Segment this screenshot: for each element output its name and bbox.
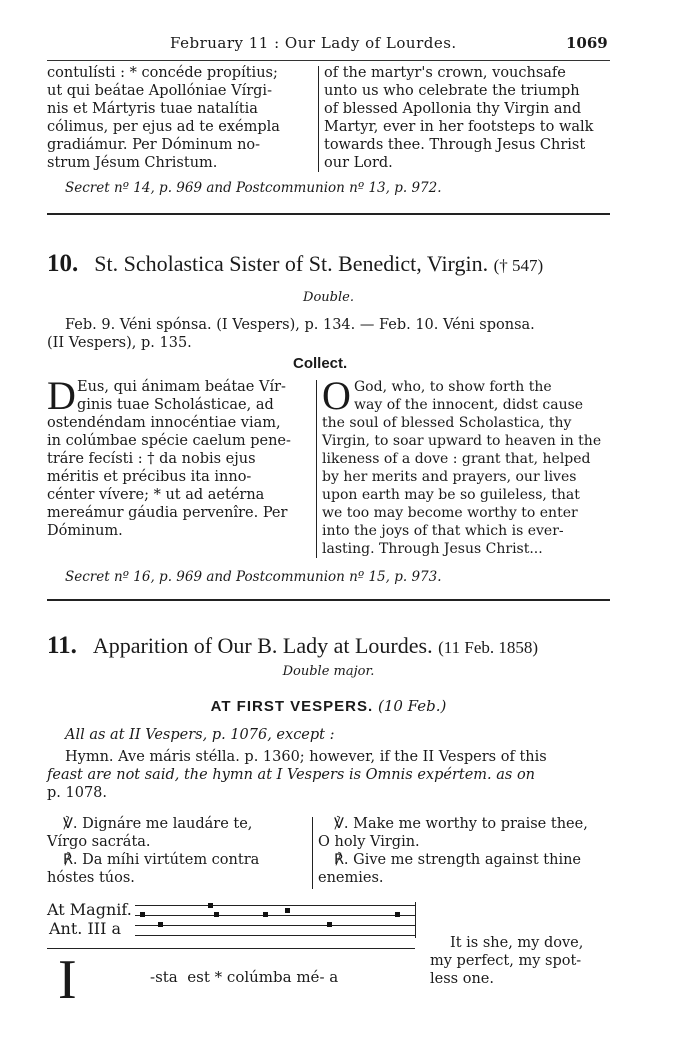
- page-number: 1069: [566, 34, 608, 52]
- top-latin: [47, 64, 313, 172]
- versicle-english-line: enemies.: [318, 870, 384, 886]
- collect-latin: [47, 373, 310, 540]
- feast-10-title: [47, 250, 543, 278]
- collect-english-line: God, who, to show forth the: [354, 379, 552, 395]
- feast-10-date: († 547): [493, 256, 544, 275]
- staff-end-bar: [415, 902, 416, 938]
- collect-english-line: way of the innocent, didst cause: [354, 397, 584, 413]
- column-divider: [312, 817, 313, 889]
- antiphon-english-line: less one.: [430, 971, 494, 987]
- chant-initial: I: [58, 949, 77, 1011]
- feast-10-number: 10.: [47, 250, 79, 277]
- top-english-line: of blessed Apollonia thy Virgin and: [324, 101, 582, 117]
- collect-latin-line: Dóminum.: [47, 523, 123, 539]
- staff-line: [135, 915, 415, 916]
- antiphon-english: [430, 934, 610, 988]
- neume: [327, 922, 332, 927]
- feast-10-rubric-2: (II Vespers), p. 135.: [47, 335, 192, 351]
- collect-english-line: the soul of blessed Scholastica, thy: [322, 415, 572, 431]
- header-rule: [47, 60, 610, 61]
- feast-11-rubric-1: All as at II Vespers, p. 1076, except :: [65, 727, 335, 743]
- versicle-english-line: ℟. Give me strength against thine: [334, 852, 582, 868]
- neume: [140, 912, 145, 917]
- feast-10-rubric-1: Feb. 9. Véni spónsa. (I Vespers), p. 134. — Feb. 10. Véni sponsa.: [65, 317, 535, 333]
- column-divider: [316, 380, 317, 558]
- staff-line: [135, 905, 415, 906]
- top-english-line: unto us who celebrate the triumph: [324, 83, 580, 99]
- versicle-english-line: O holy Virgin.: [318, 834, 420, 850]
- top-english-line: our Lord.: [324, 155, 393, 171]
- column-divider: [318, 66, 319, 172]
- collect-latin-line: mereámur gáudia pervenîre. Per: [47, 505, 288, 521]
- top-latin-line: strum Jésum Christum.: [47, 155, 218, 171]
- collect-latin-line: ginis tuae Scholásticae, ad: [77, 397, 274, 413]
- collect-latin-line: méritis et précibus ita inno-: [47, 469, 252, 485]
- vespers-title: AT FIRST VESPERS.: [210, 698, 374, 715]
- collect-latin-line: tráre fecísti : † da nobis ejus: [47, 451, 256, 467]
- section-rule: [47, 599, 610, 601]
- top-english-line: towards thee. Through Jesus Christ: [324, 137, 586, 153]
- header-title: February 11 : Our Lady of Lourdes.: [170, 34, 457, 52]
- feast-10-rank: Double.: [303, 290, 354, 305]
- feast-11-rubric-2b: feast are not said, the hymn at I Vespers is Omnis expértem. as on: [47, 767, 536, 783]
- neume: [285, 908, 290, 913]
- versicle-latin-line: hóstes túos.: [47, 870, 135, 886]
- feast-11-title: [47, 632, 538, 660]
- neume: [395, 912, 400, 917]
- versicle-latin-line: ℣. Dignáre me laudáre te,: [63, 816, 253, 832]
- neume: [158, 922, 163, 927]
- collect-english-line: lasting. Through Jesus Christ...: [322, 541, 543, 557]
- section-rule: [47, 213, 610, 215]
- feast-10-name: St. Scholastica Sister of St. Benedict, Virgin.: [94, 251, 489, 276]
- collect-english-line: we too may become worthy to enter: [322, 505, 578, 521]
- feast-11-rubric-2a: Hymn. Ave máris stélla. p. 1360; however, if the II Vespers of this: [65, 749, 547, 765]
- collect-english: [322, 373, 614, 558]
- versicle-latin-line: Vírgo sacráta.: [47, 834, 151, 850]
- feast-11-rubric-2c: p. 1078.: [47, 785, 108, 801]
- feast-11-name: Apparition of Our B. Lady at Lourdes.: [92, 633, 433, 658]
- vespers-date: (10 Feb.): [377, 697, 447, 715]
- feast-11-date: (11 Feb. 1858): [438, 638, 539, 657]
- collect-english-line: by her merits and prayers, our lives: [322, 469, 577, 485]
- english-drop-cap: O: [322, 373, 351, 418]
- top-english-line: Martyr, ever in her footsteps to walk: [324, 119, 594, 135]
- collect-latin-line: Eus, qui ánimam beátae Vír-: [77, 379, 286, 395]
- top-english-line: of the martyr's crown, vouchsafe: [324, 65, 566, 81]
- top-latin-line: cólimus, per ejus ad te exémpla: [47, 119, 280, 135]
- antiphon-label-2: Ant. III a: [49, 919, 122, 938]
- collect-english-line: likeness of a dove : grant that, helped: [322, 451, 591, 467]
- top-latin-line: gradiámur. Per Dóminum no-: [47, 137, 261, 153]
- staff-line: [47, 948, 415, 949]
- antiphon-label-1: At Magnif.: [47, 900, 132, 919]
- versicle-latin-line: ℟. Da míhi virtútem contra: [63, 852, 260, 868]
- top-latin-line: contulísti : * concéde propítius;: [47, 65, 278, 81]
- top-latin-line: nis et Mártyris tuae natalítia: [47, 101, 258, 117]
- collect-english-line: into the joys of that which is ever-: [322, 523, 564, 539]
- vespers-heading: [47, 697, 610, 715]
- top-latin-line: ut qui beátae Apollóniae Vírgi-: [47, 83, 272, 99]
- collect-heading: Collect.: [293, 355, 348, 372]
- feast-11-rank: Double major.: [282, 664, 375, 679]
- staff-line: [135, 935, 415, 936]
- antiphon-english-line: my perfect, my spot-: [430, 953, 582, 969]
- feast-10-secret-rubric: Secret nº 16, p. 969 and Postcommunion nº 15, p. 973.: [65, 569, 442, 585]
- versicle-latin: [47, 815, 309, 887]
- collect-latin-line: cénter vívere; * ut ad aetérna: [47, 487, 265, 503]
- collect-english-line: Virgin, to soar upward to heaven in the: [322, 433, 602, 449]
- neume: [214, 912, 219, 917]
- antiphon-english-line: It is she, my dove,: [450, 935, 584, 951]
- collect-latin-line: in colúmbae spécie caelum pene-: [47, 433, 291, 449]
- collect-latin-line: ostendéndam innocéntiae viam,: [47, 415, 281, 431]
- chant-text: -sta est * colúmba mé- a: [150, 968, 339, 986]
- versicle-english: [318, 815, 614, 887]
- running-header: [0, 34, 675, 58]
- top-secret-rubric: Secret nº 14, p. 969 and Postcommunion nº 13, p. 972.: [65, 180, 442, 196]
- neume: [208, 903, 213, 908]
- staff-line: [135, 925, 415, 926]
- feast-11-number: 11.: [47, 632, 77, 659]
- top-english: [324, 64, 614, 172]
- versicle-english-line: ℣. Make me worthy to praise thee,: [334, 816, 588, 832]
- latin-drop-cap: D: [47, 373, 76, 418]
- collect-english-line: upon earth may be so guileless, that: [322, 487, 580, 503]
- neume: [263, 912, 268, 917]
